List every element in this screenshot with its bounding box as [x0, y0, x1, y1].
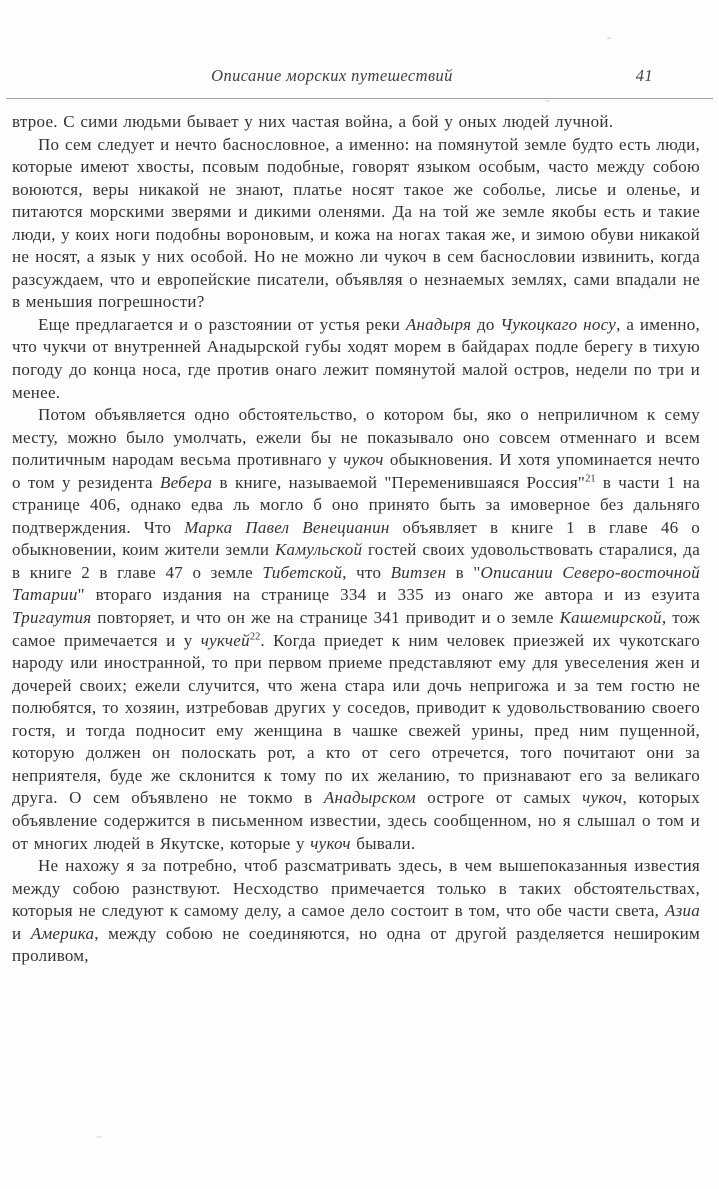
- italic-text: чукчей: [200, 630, 250, 650]
- body-text-run: Не нахожу я за потребно, чтоб разсматривать здесь, в чем вышепоказанныя известия между собою разнствуют. Несходство примечается только в таких обстоятельствах, которыя не следуют к самому делу, а самое дело состоит в том, что обе части света,: [12, 856, 700, 921]
- body-text-run: в части 1 на странице 406, однако едва ль могло б оно принято быть за имоверное без дальняго подтверждения. Что: [12, 472, 700, 537]
- footnote-ref: 21: [585, 473, 596, 485]
- body-text-run: остроге от самых: [415, 788, 583, 808]
- italic-text: чукоч: [310, 833, 351, 853]
- scan-speck: [607, 37, 611, 39]
- body-text-run: По сем следует и нечто баснословное, а именно: на помянутой земле будто есть люди, которые имеют хвосты, псовым подобные, говорят языком особым, часто между собою воюются, веры никакой не знают, платье носят такое же соболье, лисье и оленье, и питаются морскими зверями и дикими оленями. Да на той же земле якобы есть и такие люди, у коих ноги подобны вороновым, и кожа на ногах такая же, и зимою обуви никакой не носят, а язык у них особой. Но не можно ли чукоч в сем баснословии извинить, когда разсуждаем, что и европейские писатели, объявляя о незнаемых землях, сами впадали не в меньшия погрешности?: [12, 134, 700, 312]
- italic-text: Америка: [30, 923, 95, 943]
- italic-text: чукоч: [582, 788, 623, 808]
- italic-text: Марка Павел Венецианин: [184, 517, 390, 537]
- body-text-run: в ": [446, 562, 481, 582]
- body-text-run: гостей своих удовольствовать старалися, да в книге 2 в главе 47 о земле: [12, 540, 700, 582]
- body-text-run: в книге, называемой "Переменившаяся Россия": [212, 472, 586, 492]
- body-text-run: . Когда приедет к ним человек приезжей их чукотскаго народу или иностранной, то при первом приеме представляют ему для увеселения жен и дочерей своих; ежели случится, что жена стара или дочь непригожа и за тем гостю не полюбятся, то хозяин, изтребовав других у соседов, приводит к удовольствованию своего гостя, и тогда подносит ему женщина в чашке свежей урины, пред ним пущенной, которую должен он полоскать рот, а кто от сего отречется, того почитают они за неприятеля, буде же склонится к тому по их желанию, то признавают его за великаго друга. О сем объявлено не токмо в: [12, 630, 700, 808]
- body-text-run: , что: [342, 562, 391, 582]
- body-text-run: , между собою не соединяются, но одна от другой разделяется нешироким проливом,: [12, 923, 700, 966]
- body-text-run: бывали.: [350, 833, 416, 853]
- paragraph: [12, 314, 700, 404]
- italic-text: Кашемирской: [559, 608, 662, 628]
- italic-text: Чукоцкаго носу: [500, 314, 617, 334]
- italic-text: Вебера: [159, 472, 213, 492]
- body-text-run: обыкновения. И хотя упоминается нечто о том у резидента: [12, 450, 701, 492]
- scan-speck: [96, 1136, 102, 1138]
- page-number: 41: [635, 66, 653, 85]
- italic-text: Описании Северо-восточной Татарии: [12, 562, 700, 605]
- running-head: [12, 66, 700, 86]
- italic-text: Анадырском: [323, 788, 416, 808]
- body-text-run: , а именно, что чукчи от внутренней Анадырской губы ходят морем в байдарах подле берегу в тихую погоду до конца носа, где против онаго лежит помянутой малой остров, недели по три и менее.: [12, 314, 700, 402]
- page-body: [12, 111, 700, 968]
- body-text-run: и: [12, 923, 31, 943]
- italic-text: Камульской: [275, 540, 363, 560]
- body-text-run: Еще предлагается и о разстоянии от устья реки: [38, 314, 406, 334]
- body-text-run: втрое. С сими людьми бывает у них частая война, а бой у оных людей лучной.: [12, 112, 614, 131]
- paragraph: [12, 111, 700, 134]
- italic-text: Азиа: [664, 901, 700, 921]
- header-rule: [6, 98, 713, 99]
- italic-text: чукоч: [343, 450, 384, 470]
- paragraph: [12, 855, 700, 968]
- body-text-run: Потом объявляется одно обстоятельство, о котором бы, яко о неприличном к сему месту, можно было умолчать, ежели бы не показывало оно совсем отменнаго и всем политичным народам весьма противнаго у: [12, 405, 700, 470]
- running-title: Описание морских путешествий: [211, 66, 453, 85]
- body-text-run: , тож самое примечается и у: [12, 608, 701, 650]
- footnote-ref: 22: [249, 630, 261, 642]
- body-text-run: повторяет, и что он же на странице 341 приводит и о земле: [91, 608, 560, 628]
- body-text-run: " втораго издания на странице 334 и 335 из онаго же автора и из езуита: [77, 585, 700, 605]
- italic-text: Анадыря: [405, 314, 472, 334]
- italic-text: Тригаутия: [12, 608, 92, 628]
- paragraph: [12, 134, 700, 314]
- body-text-run: до: [471, 314, 501, 334]
- body-text-run: объявляет в книге 1 в главе 46 о обыкновении, коим жители земли: [12, 517, 701, 560]
- italic-text: Тибетской: [262, 562, 343, 582]
- paragraph: [12, 404, 700, 855]
- body-text-run: , которых объявление содержится в письменном известии, здесь сообщенном, но я слышал о том и от многих людей в Якутске, которые у: [12, 788, 700, 853]
- italic-text: Витзен: [390, 562, 447, 582]
- scan-speck: [545, 100, 550, 102]
